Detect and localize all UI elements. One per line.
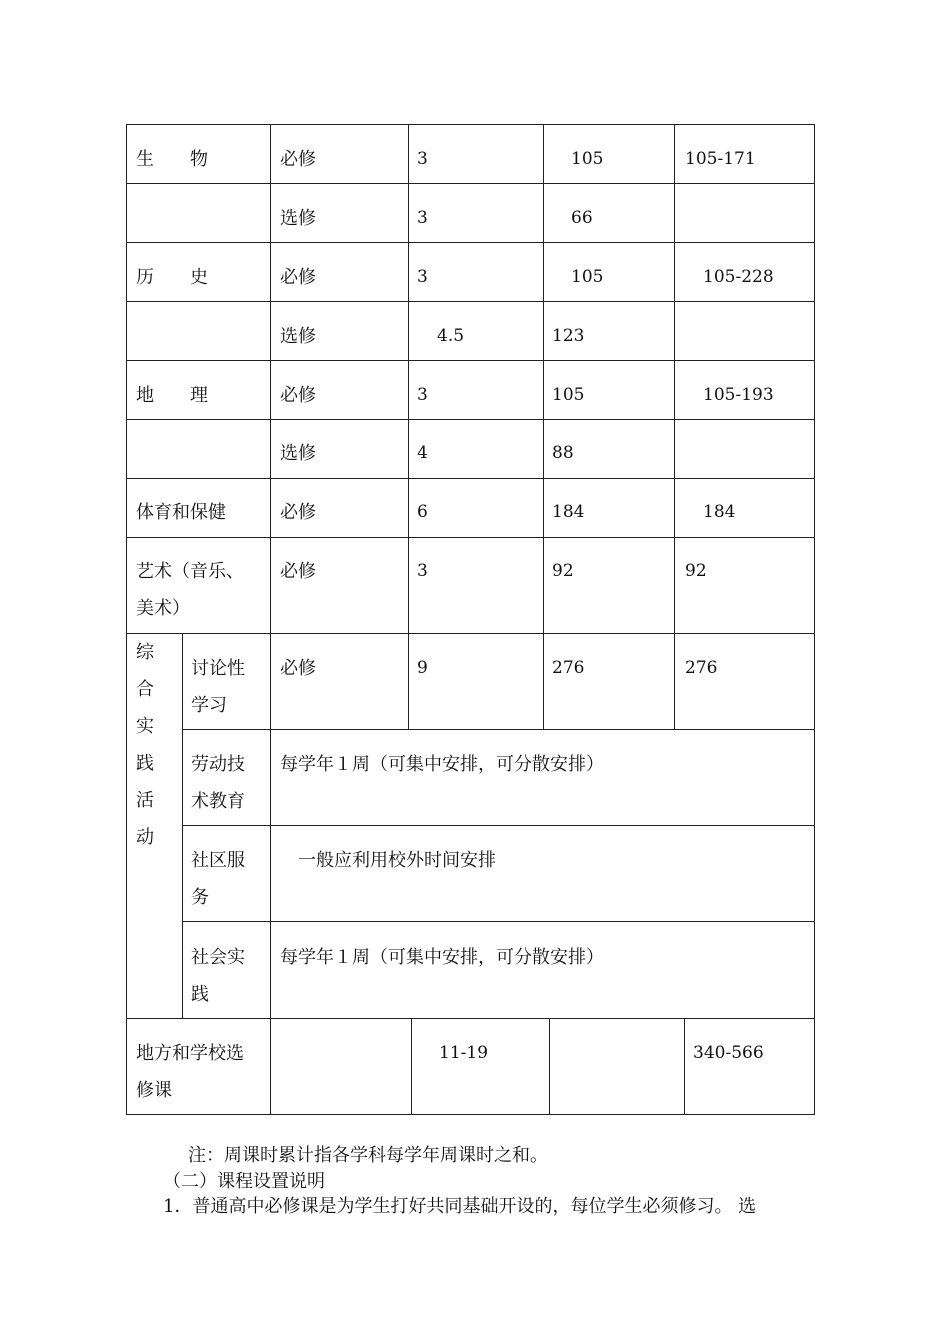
col-divider: [543, 124, 544, 730]
discussion-total: 276: [685, 658, 718, 678]
history-elective-hours: 123: [552, 326, 585, 346]
labor-label-line2: 术教育: [191, 791, 245, 812]
discussion-label-line1: 讨论性: [191, 658, 245, 679]
paragraph-1: 1．普通高中必修课是为学生打好共同基础开设的，每位学生必须修习。 选: [163, 1196, 757, 1217]
col-divider: [674, 124, 675, 730]
row-divider: [126, 537, 815, 538]
row-divider: [182, 825, 815, 826]
row-divider: [126, 183, 815, 184]
art-hours: 92: [552, 561, 574, 581]
art-required: 必修: [280, 561, 316, 582]
row-divider: [126, 633, 815, 634]
local-label-line1: 地方和学校选: [136, 1043, 244, 1064]
col-divider: [270, 124, 271, 1115]
pe-hours: 184: [552, 502, 585, 522]
history-total: 105-228: [703, 267, 774, 287]
history-elective: 选修: [280, 326, 316, 347]
row-divider: [126, 301, 815, 302]
subject-history: 历 史: [136, 267, 208, 288]
geography-elective-hours: 88: [552, 443, 574, 463]
practice-group-label: 综合实践活动: [136, 642, 154, 848]
row-divider: [126, 419, 815, 420]
history-required-credit: 3: [417, 267, 428, 287]
geography-required-credit: 3: [417, 385, 428, 405]
pe-required: 必修: [280, 502, 316, 523]
subject-art-line1: 艺术（音乐、: [136, 561, 244, 582]
history-elective-credit: 4.5: [437, 326, 465, 346]
biology-required-credit: 3: [417, 149, 428, 169]
history-required: 必修: [280, 267, 316, 288]
geography-required-hours: 105: [552, 385, 585, 405]
geography-elective: 选修: [280, 443, 316, 464]
row-divider: [126, 478, 815, 479]
discussion-required: 必修: [280, 658, 316, 679]
local-label-line2: 修课: [136, 1080, 172, 1101]
discussion-label-line2: 学习: [191, 695, 227, 716]
section-heading: （二）课程设置说明: [163, 1171, 325, 1192]
biology-required-hours: 105: [571, 149, 604, 169]
geography-required: 必修: [280, 385, 316, 406]
col-divider: [549, 1018, 550, 1115]
row-divider: [126, 242, 815, 243]
biology-elective-credit: 3: [417, 208, 428, 228]
community-arrangement: 一般应利用校外时间安排: [298, 850, 496, 871]
col-divider: [684, 1018, 685, 1115]
geography-total: 105-193: [703, 385, 774, 405]
subject-biology: 生 物: [136, 149, 208, 170]
biology-elective: 选修: [280, 208, 316, 229]
history-required-hours: 105: [571, 267, 604, 287]
biology-required: 必修: [280, 149, 316, 170]
pe-total: 184: [703, 502, 736, 522]
art-credit: 3: [417, 561, 428, 581]
geography-elective-credit: 4: [417, 443, 428, 463]
subject-geography: 地 理: [136, 385, 208, 406]
biology-total: 105-171: [685, 149, 756, 169]
art-total: 92: [685, 561, 707, 581]
local-total: 340-566: [693, 1043, 764, 1063]
row-divider: [126, 1018, 815, 1019]
row-divider: [126, 360, 815, 361]
discussion-hours: 276: [552, 658, 585, 678]
community-label-line2: 务: [191, 887, 209, 908]
col-divider: [411, 1018, 412, 1115]
discussion-credit: 9: [417, 658, 428, 678]
labor-arrangement: 每学年１周（可集中安排，可分散安排）: [280, 754, 604, 775]
social-arrangement: 每学年１周（可集中安排，可分散安排）: [280, 947, 604, 968]
subject-art-line2: 美术）: [136, 598, 190, 619]
col-divider: [408, 124, 409, 730]
local-credit: 11-19: [439, 1043, 489, 1063]
pe-credit: 6: [417, 502, 428, 522]
community-label-line1: 社区服: [191, 850, 245, 871]
labor-label-line1: 劳动技: [191, 754, 245, 775]
row-divider: [182, 921, 815, 922]
table-note: 注：周课时累计指各学科每学年周课时之和。: [188, 1145, 548, 1166]
subject-pe: 体育和保健: [136, 502, 226, 523]
social-label-line2: 践: [191, 984, 209, 1005]
row-divider: [182, 729, 815, 730]
social-label-line1: 社会实: [191, 947, 245, 968]
col-divider: [182, 633, 183, 1019]
biology-elective-hours: 66: [571, 208, 593, 228]
